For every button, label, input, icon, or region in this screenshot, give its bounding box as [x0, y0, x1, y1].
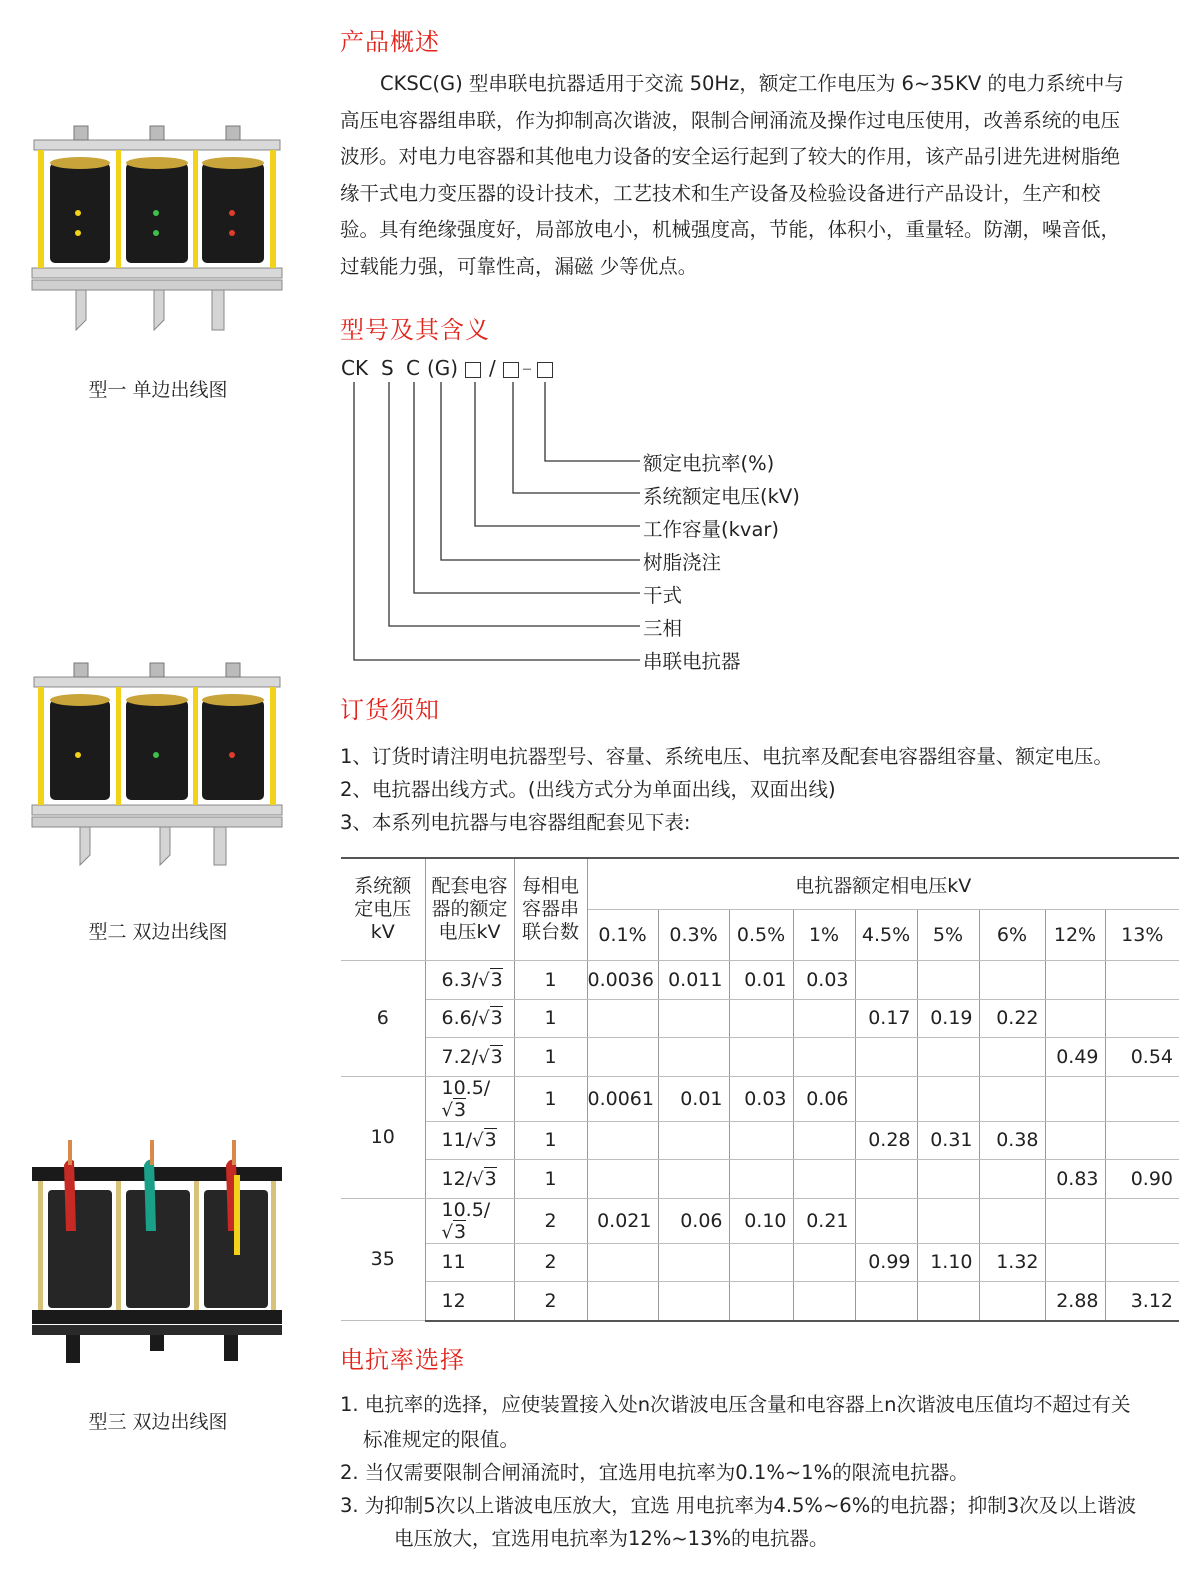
overview-line: 验。具有绝缘强度好，局部放电小，机械强度高，节能，体积小，重量轻。防潮，噪音低， — [340, 218, 1121, 241]
rated-voltage-cell: 0.021 — [587, 1198, 658, 1243]
header-system-voltage — [341, 858, 425, 961]
table-row — [341, 961, 1179, 1000]
rated-voltage-cell — [1105, 1121, 1179, 1160]
rated-voltage-cell — [729, 1121, 793, 1160]
header-rate: 5% — [917, 910, 979, 961]
rated-voltage-cell — [793, 999, 855, 1038]
code-box-voltage — [503, 358, 519, 382]
capacitor-voltage-cell — [425, 999, 514, 1038]
overview-line: 缘干式电力变压器的设计技术，工艺技术和生产设备及检验设备进行产品设计，生产和校 — [340, 181, 1101, 205]
rated-voltage-cell — [1045, 1076, 1105, 1121]
capacitor-voltage-value: 6.3/ — [441, 968, 479, 991]
sqrt-radicand: 3 — [490, 1045, 503, 1068]
overview-line: 过载能力强，可靠性高，漏磁 少等优点。 — [340, 254, 698, 278]
header-line: 定电压 — [354, 898, 412, 920]
rated-voltage-cell — [979, 1198, 1045, 1243]
rated-voltage-cell — [917, 1198, 979, 1243]
rated-voltage-cell: 0.03 — [729, 1076, 793, 1121]
rated-voltage-cell: 0.10 — [729, 1198, 793, 1243]
sqrt-symbol: √3 — [478, 1007, 503, 1030]
capacitor-voltage-value: 7.2/ — [441, 1045, 479, 1068]
system-voltage-cell: 10 — [341, 1076, 425, 1198]
rated-voltage-cell — [587, 1160, 658, 1199]
capacitor-voltage-cell — [425, 1243, 514, 1282]
table-body — [341, 858, 1179, 1321]
capacitor-voltage-value: 11/ — [441, 1129, 473, 1152]
rated-voltage-cell: 0.17 — [855, 999, 917, 1038]
header-line: 器的额定 — [431, 898, 508, 920]
overview-line: 波形。对电力电容器和其他电力设备的安全运行起到了较大的作用，该产品引进先进树脂绝 — [340, 145, 1121, 168]
reactor-double-side-image — [28, 655, 286, 875]
ordering-item-2: 2、电抗器出线方式。(出线方式分为单面出线，双面出线) — [340, 778, 836, 801]
rated-voltage-cell — [587, 1038, 658, 1077]
units-per-phase-cell: 1 — [514, 1038, 587, 1077]
ordering-item-1: 1、订货时请注明电抗器型号、容量、系统电压、电抗率及配套电容器组容量、额定电压。 — [340, 745, 1113, 768]
rated-voltage-cell — [979, 961, 1045, 1000]
rated-voltage-cell — [979, 1038, 1045, 1077]
rated-voltage-cell: 1.32 — [979, 1243, 1045, 1282]
header-rate: 12% — [1045, 910, 1105, 961]
rated-voltage-cell — [1105, 1076, 1179, 1121]
rated-voltage-cell — [793, 1160, 855, 1199]
rated-voltage-cell — [658, 1243, 729, 1282]
sqrt-radicand: 3 — [490, 1007, 503, 1030]
rated-voltage-cell — [587, 1243, 658, 1282]
rated-voltage-cell — [917, 1282, 979, 1321]
rated-voltage-cell: 0.54 — [1105, 1038, 1179, 1077]
capacitor-voltage-value: 12/ — [441, 1167, 473, 1190]
rated-voltage-cell — [587, 999, 658, 1038]
header-capacitor-voltage — [425, 858, 514, 961]
rated-voltage-cell — [917, 1076, 979, 1121]
sqrt-radicand: 3 — [484, 1167, 497, 1190]
capacitor-voltage-value: 6.6/ — [441, 1007, 479, 1030]
rated-voltage-cell: 0.0061 — [587, 1076, 658, 1121]
rated-voltage-cell — [917, 961, 979, 1000]
code-g: (G) — [427, 356, 459, 380]
header-rate: 1% — [793, 910, 855, 961]
rated-voltage-cell — [855, 1282, 917, 1321]
header-line: kV — [370, 921, 395, 943]
rated-voltage-cell — [793, 1038, 855, 1077]
rated-voltage-cell — [729, 999, 793, 1038]
rated-voltage-cell — [729, 1160, 793, 1199]
rated-voltage-cell: 0.31 — [917, 1121, 979, 1160]
rated-voltage-cell: 0.0036 — [587, 961, 658, 1000]
header-line: 联台数 — [521, 921, 579, 943]
code-c: C — [406, 356, 420, 380]
rated-voltage-cell: 0.28 — [855, 1121, 917, 1160]
sqrt-radicand: 3 — [453, 1098, 467, 1121]
rated-voltage-cell: 0.21 — [793, 1198, 855, 1243]
rated-voltage-cell: 0.90 — [1105, 1160, 1179, 1199]
header-rate: 0.3% — [658, 910, 729, 961]
table-header-row — [341, 858, 1179, 910]
header-rate: 0.1% — [587, 910, 658, 961]
code-s: S — [381, 356, 394, 380]
code-box-capacity — [465, 358, 481, 382]
caption-type-3: 型三 双边出线图 — [88, 1411, 228, 1433]
rated-voltage-cell: 0.01 — [729, 961, 793, 1000]
table-row — [341, 1121, 1179, 1160]
rated-voltage-cell — [658, 1160, 729, 1199]
rated-voltage-cell — [793, 1282, 855, 1321]
rated-voltage-cell — [729, 1243, 793, 1282]
sqrt-symbol: √3 — [472, 1167, 497, 1190]
capacitor-voltage-value: 11 — [441, 1251, 466, 1274]
header-line: 电压kV — [438, 921, 501, 943]
sqrt-symbol: √3 — [472, 1129, 497, 1152]
rated-voltage-cell — [1045, 1198, 1105, 1243]
sqrt-symbol: √3 — [478, 968, 503, 991]
rated-voltage-cell: 0.83 — [1045, 1160, 1105, 1199]
selection-item-3-cont: 电压放大，宜选用电抗率为12%~13%的电抗器。 — [394, 1527, 829, 1550]
table-row — [341, 1160, 1179, 1199]
rated-voltage-cell: 3.12 — [1105, 1282, 1179, 1321]
header-line: 容器串 — [521, 898, 579, 920]
overview-line: 高压电容器组串联，作为抑制高次谐波，限制合闸涌流及操作过电压使用，改善系统的电压 — [340, 108, 1121, 132]
rated-voltage-cell — [855, 1076, 917, 1121]
capacitor-voltage-value: 10.5/ — [441, 1198, 491, 1221]
rated-voltage-cell — [855, 1038, 917, 1077]
rated-voltage-cell — [917, 1038, 979, 1077]
rated-voltage-cell — [793, 1243, 855, 1282]
rated-voltage-cell: 0.99 — [855, 1243, 917, 1282]
rated-voltage-cell: 0.06 — [793, 1076, 855, 1121]
sqrt-symbol: √3 — [441, 1098, 467, 1121]
selection-item-2: 2. 当仅需要限制合闸涌流时，宜选用电抗率为0.1%~1%的限流电抗器。 — [340, 1461, 969, 1484]
rated-voltage-cell: 0.19 — [917, 999, 979, 1038]
rated-voltage-cell — [979, 1282, 1045, 1321]
units-per-phase-cell: 2 — [514, 1243, 587, 1282]
table-row — [341, 1282, 1179, 1321]
photo-type-2 — [28, 655, 286, 875]
overview-line: CKSC(G) 型串联电抗器适用于交流 50Hz，额定工作电压为 6~35KV 的电力系统中与 — [380, 72, 1124, 95]
rated-voltage-cell — [1045, 961, 1105, 1000]
rated-voltage-cell — [658, 1121, 729, 1160]
rated-voltage-cell — [658, 1282, 729, 1321]
rated-voltage-cell — [587, 1282, 658, 1321]
capacitor-voltage-value: 12 — [441, 1289, 466, 1312]
rated-voltage-cell — [855, 961, 917, 1000]
capacitor-voltage-value: 10.5/ — [441, 1076, 491, 1099]
rated-voltage-cell — [1045, 1243, 1105, 1282]
capacitor-voltage-cell — [425, 961, 514, 1000]
units-per-phase-cell: 1 — [514, 1076, 587, 1121]
legend-three-phase: 三相 — [643, 617, 683, 640]
units-per-phase-cell: 1 — [514, 961, 587, 1000]
selection-item-1-cont: 标准规定的限值。 — [363, 1428, 520, 1451]
legend-resin: 树脂浇注 — [643, 551, 722, 574]
capacitor-voltage-cell — [425, 1076, 514, 1121]
caption-type-1: 型一 单边出线图 — [88, 379, 228, 401]
sqrt-radicand: 3 — [490, 968, 503, 991]
selection-item-1: 1. 电抗率的选择，应使装置接入处n次谐波电压含量和电容器上n次谐波电压值均不超过有关 — [340, 1393, 1131, 1416]
code-ck: CK — [341, 356, 369, 380]
header-line: 配套电容 — [431, 875, 508, 897]
rated-voltage-cell — [658, 999, 729, 1038]
rated-voltage-cell: 2.88 — [1045, 1282, 1105, 1321]
units-per-phase-cell: 1 — [514, 1160, 587, 1199]
model-title: 型号及其含义 — [340, 316, 490, 344]
rated-voltage-cell — [729, 1038, 793, 1077]
overview-text — [340, 66, 1185, 285]
rated-voltage-cell — [658, 1038, 729, 1077]
reactor-double-side-type3-image — [28, 1135, 286, 1370]
rated-voltage-cell: 0.38 — [979, 1121, 1045, 1160]
sqrt-symbol: √3 — [441, 1220, 467, 1243]
capacitor-voltage-cell — [425, 1160, 514, 1199]
caption-type-2: 型二 双边出线图 — [88, 921, 228, 943]
rated-voltage-cell: 0.49 — [1045, 1038, 1105, 1077]
ordering-item-3: 3、本系列电抗器与电容器组配套见下表: — [340, 811, 691, 834]
ordering-title: 订货须知 — [340, 696, 440, 724]
legend-dry: 干式 — [643, 584, 683, 607]
capacitor-voltage-cell — [425, 1198, 514, 1243]
reactor-single-side-image — [28, 118, 286, 338]
rated-voltage-cell — [1105, 961, 1179, 1000]
table-row — [341, 1038, 1179, 1077]
table-row — [341, 999, 1179, 1038]
header-line: 每相电 — [521, 875, 579, 897]
units-per-phase-cell: 1 — [514, 999, 587, 1038]
units-per-phase-cell: 2 — [514, 1282, 587, 1321]
system-voltage-cell: 35 — [341, 1198, 425, 1321]
code-box-rate — [537, 358, 553, 382]
table-row — [341, 1198, 1179, 1243]
header-rate: 13% — [1105, 910, 1179, 961]
rated-voltage-cell — [979, 1076, 1045, 1121]
legend-system-voltage: 系统额定电压(kV) — [643, 485, 800, 508]
rated-voltage-cell — [917, 1160, 979, 1199]
matching-table — [341, 857, 1179, 1322]
rated-voltage-cell — [855, 1160, 917, 1199]
header-line: 系统额 — [354, 875, 412, 897]
capacitor-voltage-cell — [425, 1282, 514, 1321]
rated-voltage-cell: 0.06 — [658, 1198, 729, 1243]
rated-voltage-cell — [1105, 1243, 1179, 1282]
header-reactor-voltage-group: 电抗器额定相电压kV — [587, 858, 1179, 910]
code-slash: / — [489, 356, 496, 380]
selection-item-3: 3. 为抑制5次以上谐波电压放大，宜选 用电抗率为4.5%~6%的电抗器；抑制3次及以上谐波 — [340, 1494, 1137, 1517]
selection-title: 电抗率选择 — [340, 1346, 465, 1374]
sqrt-radicand: 3 — [453, 1220, 467, 1243]
table-row — [341, 1076, 1179, 1121]
photo-type-3 — [28, 1135, 286, 1370]
rated-voltage-cell: 0.011 — [658, 961, 729, 1000]
rated-voltage-cell — [1045, 1121, 1105, 1160]
code-dash: – — [522, 356, 532, 380]
sqrt-symbol: √3 — [478, 1045, 503, 1068]
capacitor-voltage-cell — [425, 1121, 514, 1160]
rated-voltage-cell — [793, 1121, 855, 1160]
legend-rate: 额定电抗率(%) — [643, 452, 775, 475]
table-row — [341, 1243, 1179, 1282]
rated-voltage-cell — [1045, 999, 1105, 1038]
units-per-phase-cell: 2 — [514, 1198, 587, 1243]
rated-voltage-cell: 0.03 — [793, 961, 855, 1000]
header-rate: 6% — [979, 910, 1045, 961]
sqrt-radicand: 3 — [484, 1129, 497, 1152]
capacitor-voltage-cell — [425, 1038, 514, 1077]
rated-voltage-cell — [729, 1282, 793, 1321]
system-voltage-cell: 6 — [341, 961, 425, 1077]
overview-title: 产品概述 — [340, 28, 440, 56]
header-rate: 4.5% — [855, 910, 917, 961]
rated-voltage-cell — [1105, 999, 1179, 1038]
units-per-phase-cell: 1 — [514, 1121, 587, 1160]
rated-voltage-cell — [1105, 1198, 1179, 1243]
rated-voltage-cell — [855, 1198, 917, 1243]
rated-voltage-cell: 0.01 — [658, 1076, 729, 1121]
rated-voltage-cell — [979, 1160, 1045, 1199]
header-units-per-phase — [514, 858, 587, 961]
photo-type-1 — [28, 118, 286, 338]
rated-voltage-cell: 1.10 — [917, 1243, 979, 1282]
rated-voltage-cell: 0.22 — [979, 999, 1045, 1038]
rated-voltage-cell — [587, 1121, 658, 1160]
header-rate: 0.5% — [729, 910, 793, 961]
legend-series-reactor: 串联电抗器 — [643, 650, 741, 673]
legend-capacity: 工作容量(kvar) — [643, 518, 780, 541]
